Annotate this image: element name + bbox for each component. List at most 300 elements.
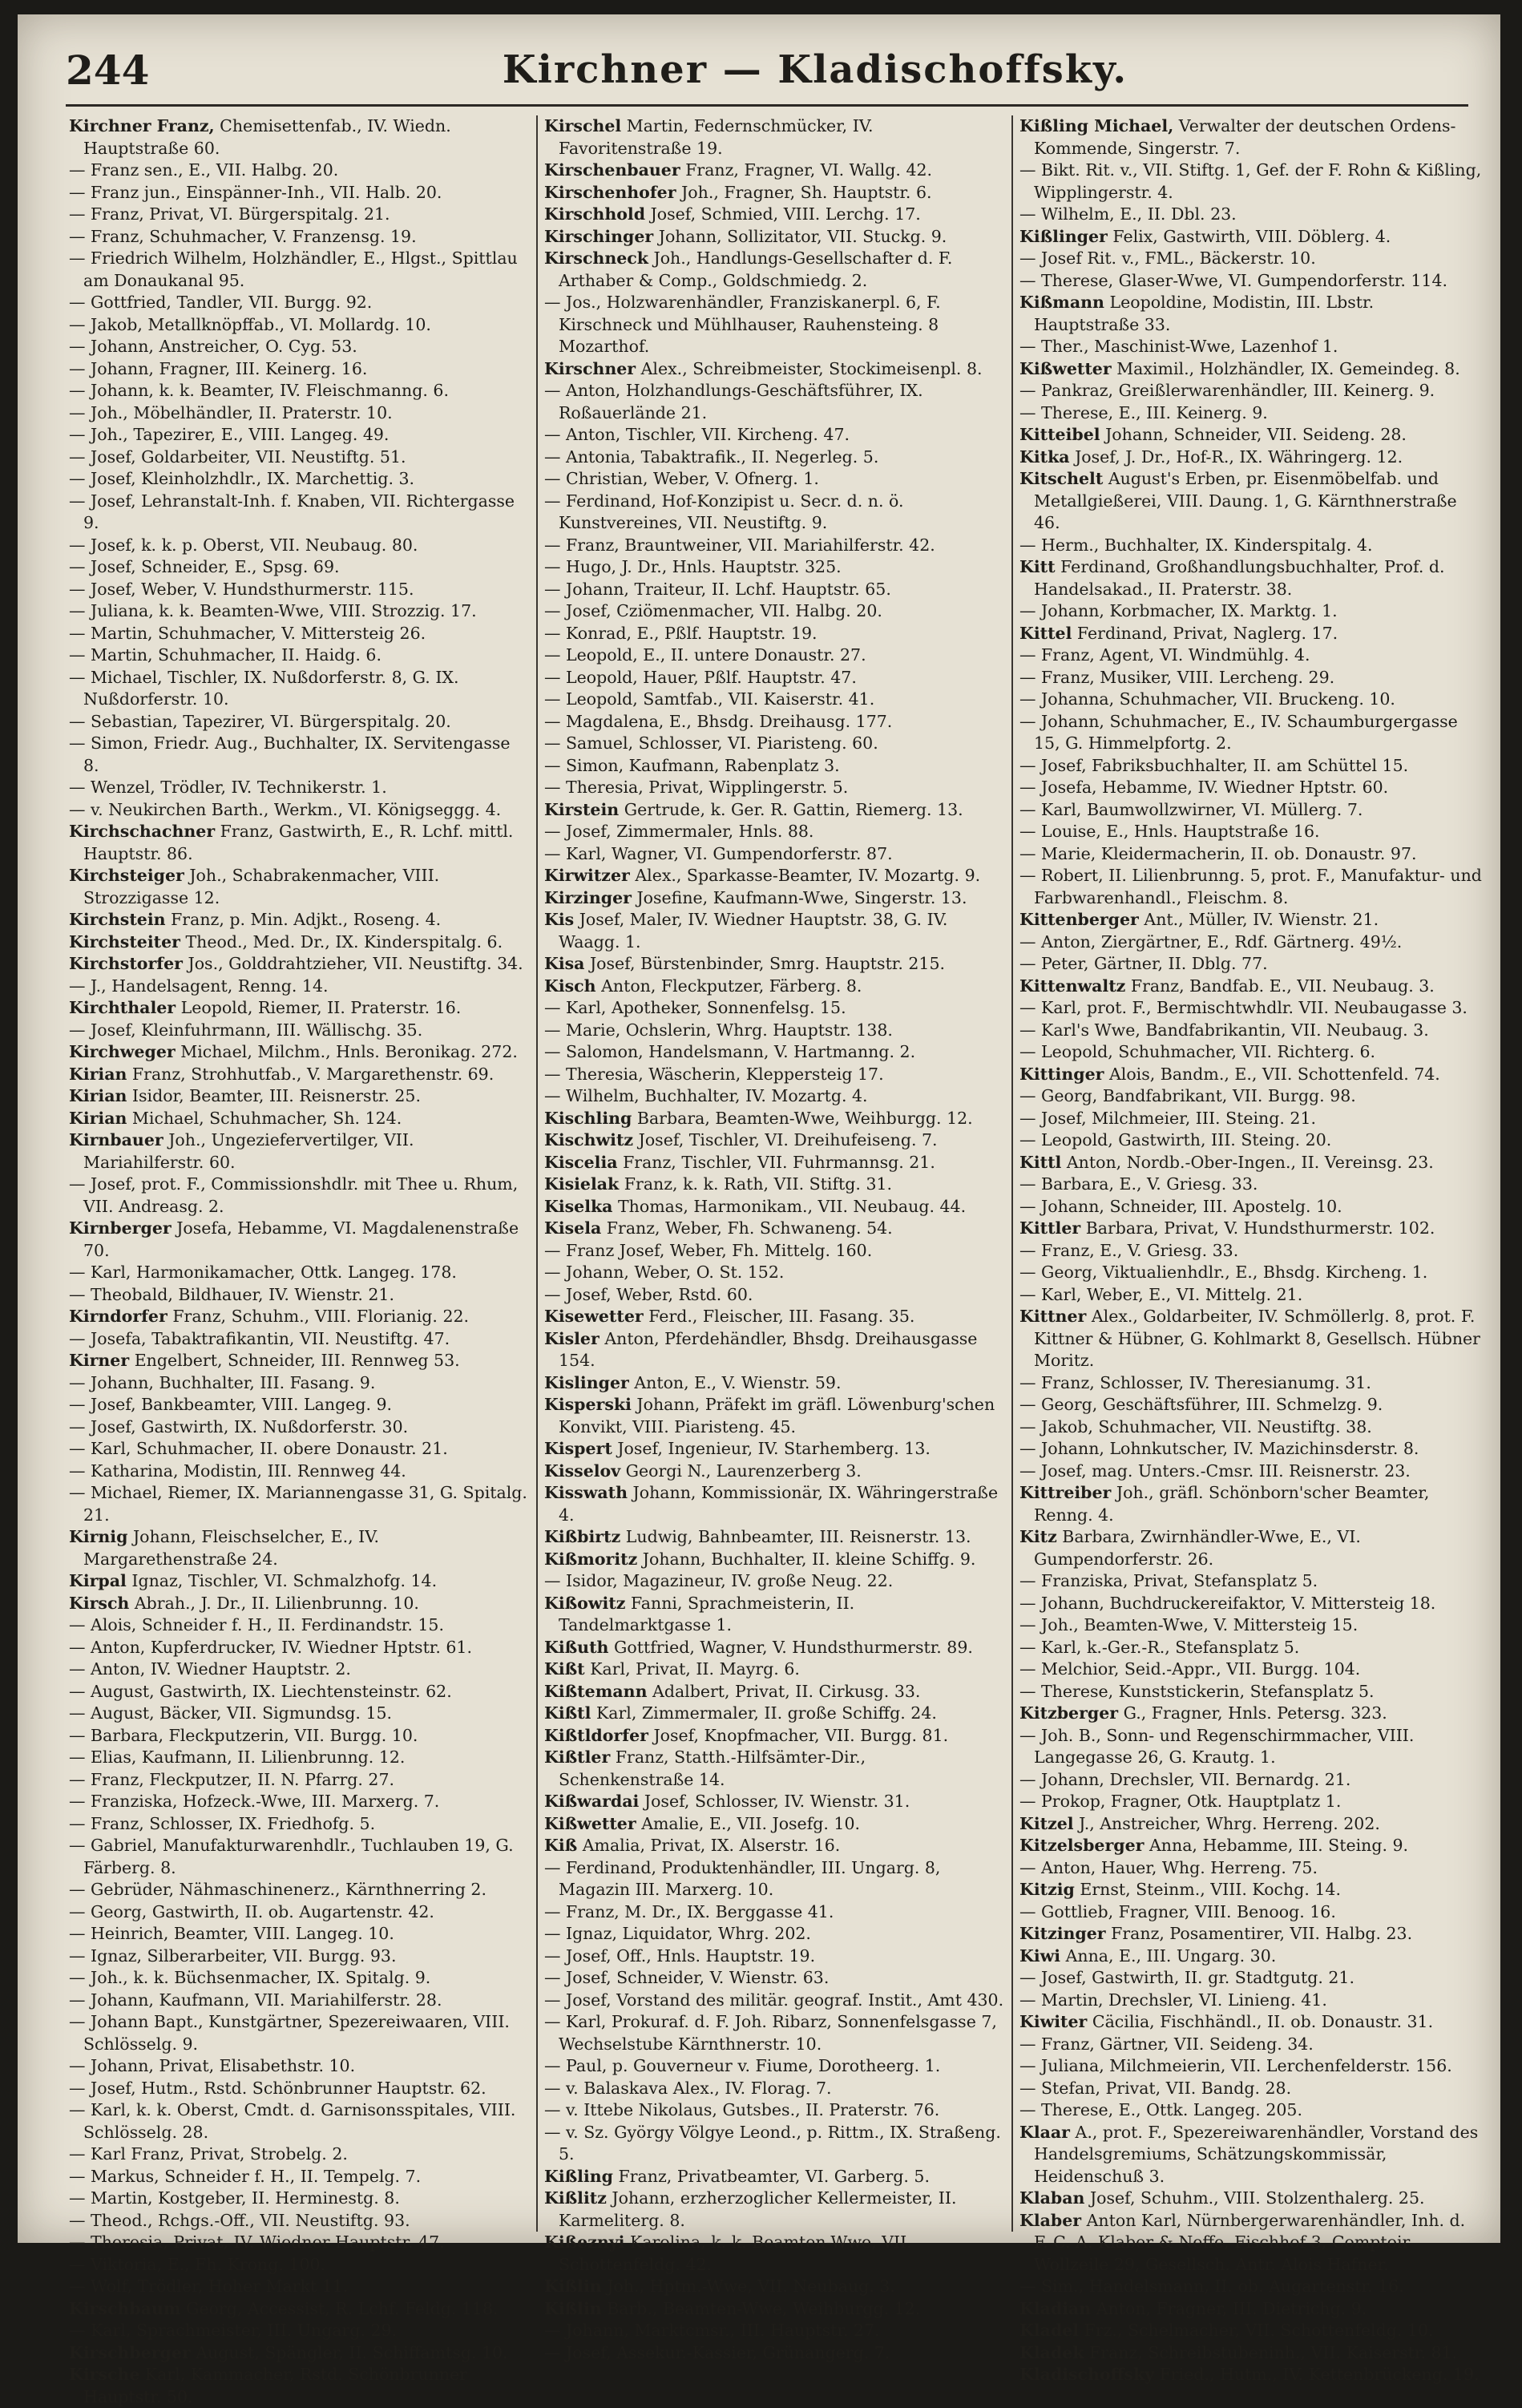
directory-entry [69,1174,530,1218]
entry-details: — Franz, Schuhmacher, V. Franzensg. 19. [69,226,417,246]
entry-details: — Josef, Assekur.-Kassier, Grünangerg. 7. [544,2342,890,2362]
entry-details: — Peter, Gärtner, II. Dblg. 77. [1019,954,1268,973]
entry-details: Franz, Fragner, VI. Wallg. 42. [685,160,933,180]
entry-details: — Jakob, Metallknöpffab., VI. Mollardg. 10. [69,314,431,334]
entry-surname: Kißuth [544,1637,609,1657]
entry-details: Cäcilia, Fischhändl., II. ob. Donaustr. 31. [1092,2012,1434,2031]
directory-entry [1019,1990,1482,2012]
entry-details: — Franz, Schlosser, IV. Theresianumg. 31. [1019,1372,1371,1392]
entry-surname: Kischwitz [544,1130,634,1149]
entry-details: Barbara, Zwirnhändler-Wwe, E., VI. Gumpendorferstr. 26. [1034,1527,1361,1569]
entry-details: — Joh., k. k. Büchsenmacher, IX. Spitalg. 9. [69,1968,431,1987]
entry-details: Georgi N., Laurenzerberg 3. [625,1461,862,1481]
entry-details: — Therese, Glaser-Wwe, VI. Gumpendorferstr. 114. [1019,270,1448,290]
entry-surname: Kittel [1019,623,1072,643]
directory-entry [544,182,1005,204]
entry-details: Engelbert, Schneider, III. Rennweg 53. [134,1351,460,1370]
entry-surname: Kißlinger [1019,226,1108,246]
entry-surname: Kirnbauer [69,1130,164,1149]
directory-entry [1019,1923,1482,1945]
entry-surname: Kitzinger [1019,1924,1106,1943]
entry-details: — Theod., Rchgs.-Off., VII. Neustiftg. 93. [69,2210,410,2230]
entry-surname: Kiscelia [544,1152,618,1172]
directory-entry [1019,865,1482,909]
entry-surname: Kirchsteiger [69,866,184,885]
directory-entry [544,2232,1005,2276]
entry-details: — Therese, E., Ottk. Langeg. 205. [1019,2100,1302,2119]
entry-details: — Franz, Fleckputzer, II. N. Pfarrg. 27. [69,1769,395,1789]
entry-details: — Leopold, Hauer, Pßlf. Hauptstr. 47. [544,667,857,687]
entry-details: — Marie, Kleidermacherin, II. ob. Donaustr. 97. [1019,843,1417,863]
entry-details: Josef, Knopfmacher, VII. Burgg. 81. [653,1725,949,1745]
directory-entry [1019,1703,1482,1725]
entry-details: Josef, Tischler, VI. Dreihufeiseng. 7. [638,1130,938,1149]
directory-entry [1019,1570,1482,1593]
entry-details: Josef, Bürstenbinder, Smrg. Hauptstr. 215. [589,954,946,973]
directory-entry [69,777,530,799]
entry-details: Johann, Kommissionär, IX. Währingerstraße 4. [559,1483,999,1525]
directory-entry [544,1813,1005,1836]
directory-entry [1019,380,1482,402]
entry-surname: Kitzberger [1019,1703,1119,1723]
directory-entry [1019,777,1482,799]
entry-details: — Johann, Korbmacher, IX. Marktg. 1. [1019,601,1338,620]
directory-entry [69,2232,530,2254]
entry-details: — Anton, IV. Wiedner Hauptstr. 2. [69,1659,351,1679]
entry-details: Barbara, Privat, V. Hundsthurmerstr. 102. [1085,1218,1435,1238]
directory-entry [69,644,530,667]
directory-entry [69,2055,530,2078]
entry-details: Alois, Bandm., E., VII. Schottenfeld. 74. [1108,1064,1440,1084]
directory-entry [544,1725,1005,1747]
directory-entry [69,1416,530,1439]
entry-details: Karl, Zimmermaler, II. große Schiffg. 24. [595,1703,937,1723]
entry-details: Ant., Müller, IV. Wienstr. 21. [1144,910,1379,929]
entry-surname: Kißlitz [544,2188,607,2208]
directory-entry [69,226,530,248]
entry-details: Josef, Schmied, VIII. Lerchg. 17. [650,204,921,224]
entry-details: Franz, Bandfab. E., VII. Neubaug. 3. [1130,976,1435,996]
entry-surname: Kirsch [69,1593,130,1613]
entry-details: August, Spängler, II. Schiffamtsg. 10. [196,2342,508,2362]
entry-details: — Heinrich, Beamter, VIII. Langeg. 10. [69,1924,394,1943]
entry-details: — Franz, Agent, VI. Windmühlg. 4. [1019,645,1310,665]
entry-details: Maximil., Holzhändler, IX. Gemeindeg. 8. [1116,358,1460,378]
entry-details: — Katharina, Modistin, III. Rennweg 44. [69,1461,406,1481]
directory-columns [63,115,1489,2406]
entry-details: — v. Balaskava Alex., IV. Florag. 7. [544,2078,832,2098]
entry-details: — Viktoria, E., Fh. Krong. 100. [69,2254,326,2274]
entry-surname: Kislinger [544,1372,629,1392]
directory-entry [69,1923,530,1945]
entry-details: — Johann, Traiteur, II. Lchf. Hauptstr. 65. [544,579,891,599]
directory-entry [69,1526,530,1570]
entry-surname: Kitschelt [1019,469,1104,488]
entry-surname: Kißlin [544,2277,602,2296]
directory-entry [69,1681,530,1703]
directory-entry [1019,1461,1482,1483]
entry-surname: Kittl [1019,1152,1062,1172]
entry-surname: Kißtl [544,1703,591,1723]
entry-details: — Franz, Gärtner, VII. Seideng. 34. [1019,2034,1314,2054]
entry-details: — Barbara, Fleckputzerin, VII. Burgg. 10. [69,1725,418,1745]
directory-entry [544,1020,1005,1042]
directory-entry [544,2011,1005,2055]
directory-entry [544,358,1005,381]
directory-entry [1019,1284,1482,1307]
directory-entry [1019,160,1482,204]
entry-surname: Kirschhold [544,204,646,224]
directory-entry [544,446,1005,469]
directory-entry [544,689,1005,711]
entry-details: — Johann, Drechsler, VII. Bernardg. 21. [1019,1769,1351,1789]
entry-details: — Samuel, Schlosser, VI. Piaristeng. 60. [544,733,878,753]
directory-entry [69,1350,530,1372]
directory-entry [1019,336,1482,358]
directory-entry [69,1879,530,1901]
entry-details: — Michael, Tischler, IX. Nußdorferstr. 8, G. IX. Nußdorferstr. 10. [69,667,459,709]
directory-entry [69,1967,530,1990]
entry-surname: Kladian [1019,2298,1092,2318]
entry-details: — Franz, Schlosser, IX. Friedhofg. 5. [69,1813,376,1833]
entry-details: — Franz, E., V. Griesg. 33. [1019,1240,1239,1260]
entry-details: Leopold, Riemer, II. Praterstr. 16. [180,998,462,1017]
entry-surname: Kitzig [1019,1880,1075,1899]
directory-entry [1019,248,1482,270]
entry-details: Johann, Fleischselcher, E., IV. Margarethenstraße 24. [83,1527,380,1569]
directory-entry [544,755,1005,778]
directory-entry [69,1614,530,1637]
directory-entry [1019,535,1482,557]
entry-details: Joh., Fragner, Sh. Hauptstr. 6. [681,182,932,202]
directory-entry [544,468,1005,491]
directory-entry [1019,292,1482,336]
entry-surname: Kisch [544,976,596,996]
entry-details: — Karl, Sprachmeister, III. Ungarg. 29. [69,2321,398,2340]
entry-details: — Karl, Baumwollzwirner, VI. Müllerg. 7. [1019,799,1363,819]
directory-entry [544,248,1005,292]
entry-details: Ferdinand, Privat, Naglerg. 17. [1076,623,1338,643]
entry-details: — Anton, Tischler, VII. Kircheng. 47. [544,425,850,444]
entry-surname: Kirschner [544,358,636,378]
entry-details: Ernst, Steinm., VIII. Kochg. 14. [1080,1880,1341,1899]
entry-details: Josef, Schuhm., VIII. Stolzenthalerg. 25. [1089,2188,1425,2208]
entry-details: — Simon, Friedr. Aug., Buchhalter, IX. Servitengasse 8. [69,733,511,775]
directory-entry [1019,270,1482,293]
directory-entry [1019,402,1482,425]
entry-surname: Kitteibel [1019,425,1100,444]
entry-surname: Kirian [69,1064,127,1084]
directory-entry [544,1262,1005,1284]
entry-surname: Kisielak [544,1174,620,1194]
directory-entry [544,1990,1005,2012]
entry-details: J., Anstreicher, Whrg. Herreng. 202. [1079,1813,1380,1833]
entry-details: — Josef Rit. v., FML., Bäckerstr. 10. [1019,248,1316,268]
entry-surname: Kirchweger [69,1042,176,1061]
entry-details: — Josef, mag. Unters.-Cmsr. III. Reisnerstr. 23. [1019,1461,1411,1481]
directory-entry [544,1240,1005,1263]
directory-entry [544,226,1005,248]
entry-surname: Kirsche [69,2365,140,2384]
entry-surname: Kirstein [544,799,620,819]
entry-details: — Gebrüder, Nähmaschinenerz., Kärnthnerring 2. [69,1880,486,1899]
entry-details: Karl, Privat, II. Mayrg. 6. [590,1659,800,1679]
directory-entry [1019,1835,1482,1857]
entry-details: — Leopold, Gastwirth, III. Steing. 20. [1019,1130,1332,1149]
entry-details: Leopoldine, Modistin, III. Lbstr. Hauptstraße 33. [1034,293,1375,334]
entry-details: G., Fragner, Hnls. Petersg. 323. [1123,1703,1387,1723]
entry-details: — Christian, Weber, V. Ofnerg. 1. [544,469,819,488]
entry-details: — Georg, Geschäftsführer, III. Schmelzg. 9. [1019,1395,1383,1414]
directory-entry [1019,446,1482,469]
entry-details: — Michael, Riemer, IX. Mariannengasse 31, G. Spitalg. 21. [69,1483,527,1525]
entry-details: — Karl, k. k. Oberst, Cmdt. d. Garnisonsspitales, VIII. Schlösselg. 28. [69,2100,516,2142]
entry-surname: Kittenberger [1019,910,1139,929]
entry-details: — Karl, Weber, E., VI. Mittelg. 21. [1019,1284,1303,1304]
directory-entry [544,1549,1005,1571]
entry-details: Franz, Posamentirer, VII. Halbg. 23. [1111,1924,1413,1943]
entry-details: Barb., Beamten-Wwe, Weihburgg. 12. [607,2298,921,2318]
entry-details: — Josef, Weber, Rstd. 60. [544,1284,753,1304]
directory-entry [69,600,530,623]
entry-details: Joh., gräfl. Schönborn'scher Beamter, Renng. 4. [1034,1483,1430,1525]
entry-details: — Johann, Schuhmacher, E., IV. Schaumburgergasse 15, G. Himmelpfortg. 2. [1019,711,1458,753]
entry-surname: Kirchstein [69,910,166,929]
entry-surname: Kirchschachner [69,822,216,841]
directory-entry [1019,468,1482,535]
directory-entry [544,909,1005,953]
directory-entry [69,491,530,535]
entry-surname: Kladischoffsky [1019,2365,1155,2384]
entry-details: — v. Sz. György Völgye Leond., p. Rittm., IX. Straßeng. 5. [544,2122,1001,2164]
directory-entry [69,2143,530,2166]
entry-details: — Simon, Kaufmann, Rabenplatz 3. [544,755,840,775]
entry-details: — Franziska, Privat, Stefansplatz 5. [1019,1571,1318,1590]
directory-entry [544,160,1005,182]
directory-entry [69,2254,530,2277]
entry-details: Barbara, Beamten-Wwe, Weihburgg. 12. [636,1108,973,1128]
directory-entry [544,644,1005,667]
entry-details: — Prokop, Fragner, Otk. Hauptplatz 1. [1019,1792,1342,1811]
entry-details: Michael, Schuhmacher, Sh. 124. [131,1108,402,1128]
entry-surname: Kiwiter [1019,2012,1088,2031]
entry-surname: Kißt [544,1659,585,1679]
directory-entry [69,1835,530,1879]
directory-entry [544,1041,1005,1064]
directory-entry [69,292,530,314]
directory-entry [1019,843,1482,866]
directory-entry [1019,1174,1482,1196]
entry-details: — Johann, Weber, O. St. 152. [544,1263,785,1282]
directory-entry [1019,667,1482,689]
entry-details: — Gottlieb, Fragner, VIII. Benoog. 16. [1019,1901,1336,1921]
directory-entry [69,1593,530,1615]
directory-entry [1019,2055,1482,2078]
directory-entry [544,2298,1005,2321]
entry-details: Ferdinand, Großhandlungsbuchhalter, Prof. d. Handelsakad., II. Praterstr. 38. [1034,557,1445,599]
entry-details: Josef, Ingenieur, IV. Starhemberg. 13. [617,1439,931,1458]
entry-details: — Barbara, E., V. Griesg. 33. [1019,1174,1258,1194]
directory-entry [1019,821,1482,843]
directory-entry [1019,1637,1482,1659]
entry-surname: Kiß [544,1836,578,1855]
directory-entry [69,909,530,931]
entry-details: Amalia, Privat, IX. Alserstr. 16. [582,1836,841,1855]
entry-details: — Gabriel, Manufakturwarenhdlr., Tuchlauben 19, G. Färberg. 8. [69,1836,514,1877]
directory-entry [544,997,1005,1020]
entry-surname: Kirpal [69,1571,127,1590]
directory-entry [544,1703,1005,1725]
directory-entry [544,887,1005,910]
entry-surname: Kispert [544,1439,612,1458]
entry-details: Joh., Handlungs-Gesellschafter d. F. Arthaber & Comp., Goldschmiedg. 2. [559,248,953,290]
directory-entry [544,1152,1005,1174]
entry-surname: Kitka [1019,446,1070,467]
entry-details: Jos., Golddrahtzieher, VII. Neustiftg. 34. [188,954,523,973]
entry-details: — Joh., Tapezirer, E., VIII. Langeg. 49. [69,425,390,444]
entry-details: Karolina, k. k. Beamten-Wwe, VII. Schottenfeldg. 42. [559,2232,912,2274]
directory-entry [1019,1769,1482,1792]
entry-surname: Kirchsteiter [69,931,180,951]
entry-details: — Alois, Schneider f. H., II. Ferdinandstr. 15. [69,1615,444,1634]
directory-entry [1019,1020,1482,1042]
entry-details: — August, Gastwirth, IX. Liechtensteinstr. 62. [69,1681,452,1701]
entry-details: Alex., Schreibmeister, Stockimeisenpl. 8. [640,358,983,378]
entry-details: — Josef, Hutm., Rstd. Schönbrunner Hauptstr. 62. [69,2078,486,2098]
entry-details: — Johann, Marktcmsr., III. Hauptstr. 27. [544,2321,880,2340]
entry-details: — Georg, Viktualienhdlr., E., Bhsdg. Kircheng. 1. [1019,1263,1428,1282]
directory-entry [1019,2188,1482,2210]
directory-entry [1019,1394,1482,1416]
directory-entry [69,733,530,777]
entry-details: — Franz sen., E., VII. Halbg. 20. [69,160,339,180]
entry-surname: Kißowitz [544,1593,626,1613]
entry-surname: Kitzelsberger [1019,1836,1145,1855]
directory-entry [69,1328,530,1351]
directory-entry [69,380,530,402]
entry-details: — Johanna, Schuhmacher, VII. Bruckeng. 10. [1019,689,1395,709]
entry-details: Ludwig, Bahnbeamter, III. Reisnerstr. 13. [625,1527,971,1546]
directory-entry [69,2210,530,2232]
directory-entry [69,1990,530,2012]
entry-details: Franz, Schreibstubeninh., VII. Kaiserstr. 81. [1089,2342,1458,2362]
entry-details: — Joh. B., Sonn- und Regenschirmmacher, VIII. Langegasse 26, G. Krautg. 1. [1019,1725,1415,1767]
directory-entry [544,1747,1005,1791]
entry-details: Amalie, E., VII. Josefg. 10. [641,1813,861,1833]
directory-page [18,14,1500,2406]
directory-entry [69,2298,530,2321]
directory-entry [544,667,1005,689]
entry-details: — Louise, E., Hnls. Hauptstraße 16. [1019,822,1320,841]
entry-details: — Salomon, Handelsmann, V. Hartmanng. 2. [544,1042,916,1061]
entry-details: — Markus, Schneider f. H., II. Tempelg. 7. [69,2166,422,2186]
directory-entry [69,204,530,226]
directory-entry [544,1526,1005,1549]
directory-entry [1019,1614,1482,1637]
directory-entry [69,976,530,998]
directory-entry [1019,689,1482,711]
entry-details: — Johann Bapt., Kunstgärtner, Spezereiwaaren, VIII. Schlösselg. 9. [69,2012,510,2054]
directory-entry [1019,976,1482,998]
directory-entry [1019,1482,1482,1526]
entry-surname: Kisewetter [544,1307,644,1326]
entry-details: — Ther., Maschinist-Wwe, Lazenhof 1. [1019,337,1338,356]
entry-details: — Martin, Drechsler, VI. Linieng. 41. [1019,1990,1327,2010]
entry-details: Franz, Tischler, VII. Fuhrmannsg. 21. [623,1152,935,1172]
directory-column-2 [538,115,1013,2362]
directory-entry [1019,226,1482,248]
entry-surname: Kißling [544,2166,613,2186]
entry-details: — Jakob, Schuhmacher, VII. Neustiftg. 38. [1019,1416,1372,1436]
directory-entry [544,799,1005,822]
directory-entry [1019,1262,1482,1284]
entry-details: — Jos., Holzwarenhändler, Franziskanerpl. 6, F. Kirschneck und Mühlhauser, Rauhensteing. 8 Mozarthof. [544,293,941,356]
directory-entry [544,711,1005,733]
directory-entry [1019,1593,1482,1615]
entry-details: Frz., Schelmacher, VII. Schottenfeldg. 10. [1084,2321,1434,2340]
entry-details: — Josef, prot. F., Commissionshdlr. mit Thee u. Rhum, VII. Andreasg. 2. [69,1174,519,1216]
entry-details: — Isidor, Magazineur, IV. große Neug. 22. [544,1571,894,1590]
directory-entry [1019,2099,1482,2122]
directory-entry [69,336,530,358]
entry-details: Verwalter der deutschen Ordens-Kommende, Singerstr. 7. [1034,116,1456,158]
directory-entry [544,953,1005,976]
directory-entry [544,2122,1005,2166]
entry-surname: Kißwetter [1019,358,1112,378]
directory-entry [1019,424,1482,446]
directory-entry [1019,1967,1482,1990]
directory-entry [544,1593,1005,1637]
entry-details: — Leopold, E., II. untere Donaustr. 27. [544,645,866,665]
page-title: Kirchner — Kladischoffsky. [502,47,1128,92]
entry-details: — Franz, Musiker, VIII. Lercheng. 29. [1019,667,1335,687]
directory-entry [1019,2078,1482,2100]
entry-surname: Kisswath [544,1483,628,1502]
directory-entry [69,1747,530,1769]
entry-details: Georg, Accessist, R. Lchf. Feldg. 118. [186,2298,499,2318]
entry-details: Franz, p. Min. Adjkt., Roseng. 4. [171,910,442,929]
directory-entry [544,1659,1005,1681]
entry-details: — Pankraz, Greißlerwarenhändler, III. Keinerg. 9. [1019,381,1435,400]
entry-details: Franz, Weber, Fh. Schwaneng. 54. [606,1218,893,1238]
directory-entry [544,865,1005,887]
directory-entry [544,623,1005,645]
entry-details: A., prot. F., Spezereiwarenhändler, Vorstand des Handelsgremiums, Schätzungskommissär, Heidenschuß 3. [1034,2122,1479,2186]
directory-entry [544,1681,1005,1703]
directory-entry [1019,755,1482,778]
directory-entry [1019,1857,1482,1880]
directory-entry [1019,115,1482,160]
entry-details: — Therese, E., III. Keinerg. 9. [1019,402,1268,422]
entry-surname: Kittner [1019,1307,1087,1326]
entry-details: — Josef, Zimmermaler, Hnls. 88. [544,822,814,841]
directory-entry [544,1637,1005,1659]
entry-details: — Josef, k. k. p. Oberst, VII. Neubaug. 80. [69,535,418,555]
directory-entry [69,1461,530,1483]
entry-surname: Kittler [1019,1218,1081,1238]
directory-entry [69,248,530,292]
entry-surname: Klaban [1019,2188,1085,2208]
directory-entry [69,1372,530,1395]
entry-details: — Konrad, E., Pßlf. Hauptstr. 19. [544,623,818,643]
entry-details: — Therese, Kunststickerin, Stefansplatz 5. [1019,1681,1375,1701]
entry-surname: Kisselov [544,1461,621,1481]
entry-details: — Johann, k. k. Beamter, IV. Fleischmanng. 6. [69,381,449,400]
entry-details: — Gottfried, Tandler, VII. Burgg. 92. [69,293,373,312]
directory-entry [1019,2320,1482,2342]
directory-entry [1019,1659,1482,1681]
entry-details: Franz, Statth.-Hilfsämter-Dir., Schenkenstraße 14. [559,1747,866,1789]
